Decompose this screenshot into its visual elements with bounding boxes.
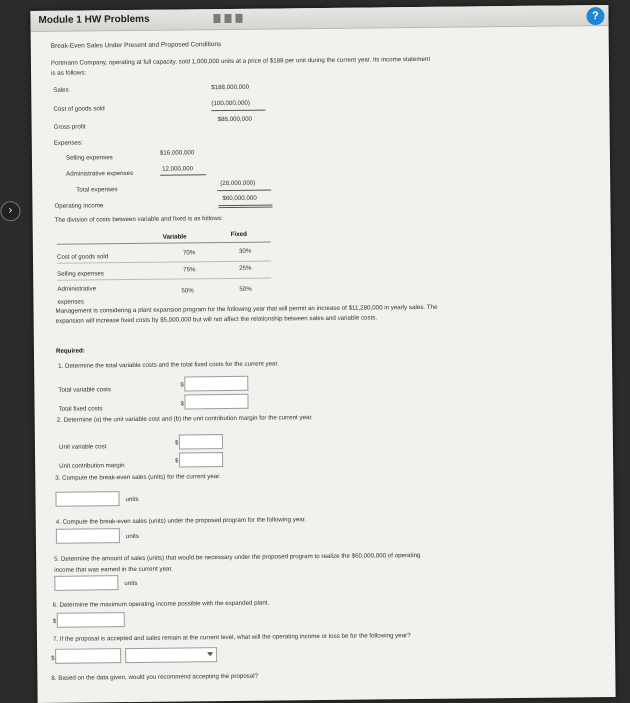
target-sales-input[interactable]	[54, 575, 118, 591]
table-rule	[57, 278, 271, 281]
operating-value: $60,000,000	[222, 194, 257, 203]
homework-page	[8, 5, 615, 703]
question-1: 1. Determine the total variable costs and the total fixed costs for the current year.	[58, 360, 279, 370]
question-2: 2. Determine (a) the unit variable cost and (b) the unit contribution margin for the current year.	[56, 414, 313, 424]
breakeven-proposed-input[interactable]	[56, 528, 120, 544]
expand-arrow-icon[interactable]: ›	[0, 201, 20, 221]
max-income-input[interactable]	[57, 612, 125, 628]
table-cell: 75%	[183, 266, 196, 274]
table-cell: 50%	[181, 287, 194, 295]
question-8: 8. Based on the data given, would you recommend accepting the proposal?	[51, 672, 259, 682]
underline	[217, 190, 271, 192]
question-4: 4. Compute the break-even sales (units) under the proposed program for the following year.	[55, 516, 307, 526]
doc-icon[interactable]	[224, 14, 231, 23]
window-title: Module 1 HW Problems	[38, 13, 150, 26]
question-5-cont: income that was earned in the current year.	[54, 565, 173, 574]
table-row-label: expenses	[57, 298, 84, 306]
management-text: Management is considering a plant expansion program for the following year that will permit an increase of $11,280,000 in yearly sales. The	[55, 303, 438, 315]
question-7: 7. If the proposal is accepted and sales remain at the current level, what will the operating income or loss be for the following year?	[52, 632, 411, 643]
cogs-label: Cost of goods sold	[53, 105, 105, 113]
table-row-label: Administrative	[57, 285, 97, 293]
gross-label: Gross profit	[53, 123, 86, 131]
expenses-label: Expenses:	[53, 139, 83, 147]
toolbar-icons	[213, 14, 242, 23]
dollar-sign: $	[174, 440, 179, 447]
dollar-sign: $	[52, 618, 57, 625]
units-label: units	[124, 579, 138, 588]
admin-label: Administrative expenses	[66, 169, 134, 178]
total-fixed-input[interactable]	[184, 394, 248, 410]
table-cell: 30%	[238, 247, 252, 255]
table-cell: 25%	[239, 264, 252, 272]
dollar-sign: $	[180, 382, 184, 389]
total-expenses-value: (28,000,000)	[220, 179, 256, 188]
total-expenses-label: Total expenses	[76, 186, 118, 194]
underline	[211, 110, 265, 112]
unit-variable-input[interactable]	[179, 434, 223, 449]
division-text: The division of costs between variable and fixed is as follows:	[54, 215, 223, 224]
income-or-loss-select[interactable]	[125, 647, 217, 663]
admin-value: 12,000,000	[162, 165, 194, 173]
table-row-label: Selling expenses	[57, 270, 104, 278]
doc-icon[interactable]	[213, 14, 220, 23]
management-text-cont: expansion will increase fixed costs by $5,000,000 but will not affect the relationship between sales and variable costs.	[55, 314, 378, 325]
total-fixed-label: Total fixed costs	[58, 405, 103, 413]
gross-value: $88,000,000	[217, 115, 252, 124]
dollar-sign: $	[180, 401, 184, 408]
selling-value: $16,000,000	[159, 149, 195, 157]
question-5: 5. Determine the amount of sales (units) that would be necessary under the proposed program to realize the $60,000,000 of operating	[54, 551, 421, 563]
col-fixed: Fixed	[230, 230, 247, 238]
units-label: units	[125, 532, 140, 541]
underline	[160, 174, 206, 175]
selling-label: Selling expenses	[65, 154, 113, 162]
unit-variable-label: Unit variable cost	[58, 443, 107, 451]
total-variable-label: Total variable costs	[58, 386, 112, 394]
sales-label: Sales	[53, 86, 69, 94]
cogs-value: (100,000,000)	[211, 99, 250, 108]
required-label: Required:	[55, 347, 85, 355]
proposal-income-input[interactable]	[55, 648, 121, 664]
double-underline	[218, 207, 272, 209]
operating-label: Operating income	[54, 202, 104, 210]
col-variable: Variable	[162, 233, 187, 241]
question-6: 6. Determine the maximum operating income possible with the expanded plant.	[52, 599, 270, 609]
problem-heading: Break-Even Sales Under Present and Proposed Conditions	[50, 41, 222, 50]
table-rule	[57, 261, 271, 264]
doc-icon[interactable]	[235, 14, 242, 23]
unit-margin-label: Unit contribution margin	[59, 462, 125, 470]
breakeven-current-input[interactable]	[55, 491, 119, 507]
total-variable-input[interactable]	[184, 376, 248, 392]
units-label: units	[125, 495, 139, 504]
intro-text: Portmann Company, operating at full capacity, sold 1,000,000 units at a price of $188 per unit during the current year. Its income statement	[50, 55, 431, 67]
table-cell: 70%	[182, 249, 196, 257]
question-3: 3. Compute the break-even sales (units) for the current year.	[55, 473, 221, 482]
table-row-label: Cost of goods sold	[56, 253, 109, 261]
sales-value: $188,000,000	[211, 83, 250, 92]
table-rule	[57, 242, 271, 245]
title-bar	[30, 5, 608, 32]
unit-margin-input[interactable]	[179, 452, 223, 467]
dollar-sign: $	[175, 458, 179, 465]
dollar-sign: $	[51, 655, 55, 662]
intro-text-cont: is as follows:	[51, 69, 87, 77]
help-icon[interactable]: ?	[586, 7, 604, 25]
chevron-down-icon	[207, 652, 213, 656]
table-cell: 50%	[239, 285, 252, 293]
